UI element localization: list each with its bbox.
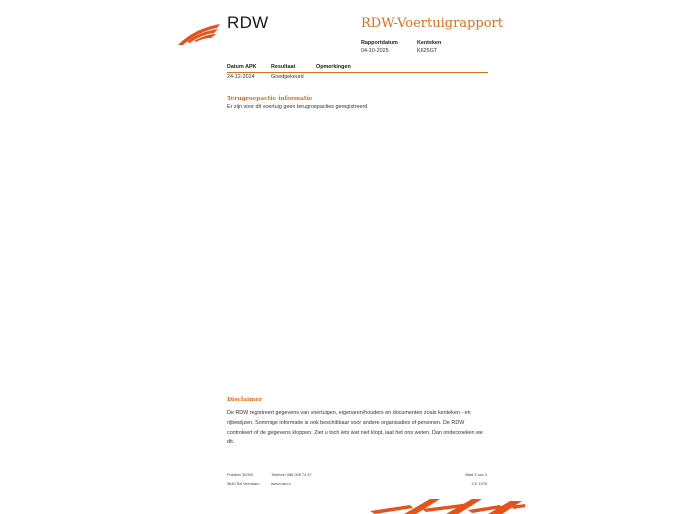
- decorative-stripes-icon: [370, 499, 525, 514]
- column-header-result: Resultaat: [271, 64, 296, 70]
- brand-name: RDW: [227, 13, 269, 32]
- plate-label: Kenteken: [417, 40, 442, 46]
- report-date-label: Rapportdatum: [361, 40, 398, 46]
- plate-block: [417, 39, 441, 55]
- report-date-block: [361, 39, 398, 55]
- table-row: [227, 73, 488, 82]
- disclaimer-title: Disclaimer: [227, 397, 263, 403]
- report-title: RDW-Voertuigrapport: [361, 16, 503, 31]
- apk-table: [227, 64, 488, 82]
- apk-result-cell: Goedgekeurd: [271, 74, 304, 80]
- report-date-value: 04-10-2025: [361, 48, 389, 54]
- plate-value: K625GT: [417, 48, 438, 54]
- column-header-remarks: Opmerkingen: [316, 64, 351, 70]
- apk-date-cell: 24-12-2024: [227, 74, 255, 80]
- footer-website-link[interactable]: www.rdw.nl: [271, 481, 291, 486]
- rdw-logo-icon: [177, 22, 221, 46]
- footer-document-code: 3.E 1978: [471, 481, 487, 486]
- recall-text: Er zijn voor dit voertuig geen terugroepacties geregistreerd: [227, 104, 368, 110]
- footer-phone: Telefoon 088 008 74 47: [271, 472, 312, 477]
- column-header-date: Datum APK: [227, 64, 257, 70]
- footer-page-number: Blad 3 van 3: [465, 472, 487, 477]
- apk-table-header: [227, 64, 488, 73]
- disclaimer-text: De RDW registreert gegevens van voertuigen, eigenaren/houders en documenten zoals kenteken - en rijbewijzen. Sommige informatie is ook beschikbaar voor andere organisaties of personen. De RDW controleert of de gegevens kloppen. Ziet u toch iets wat niet klopt, laat het ons weten. Dan onderzoeken we dit.: [227, 410, 483, 446]
- footer-city: 9640 RA Veendam: [227, 481, 260, 486]
- recall-section-title: Terugroepactie informatie: [227, 96, 313, 102]
- footer-postbus: Postbus 30000: [227, 472, 253, 477]
